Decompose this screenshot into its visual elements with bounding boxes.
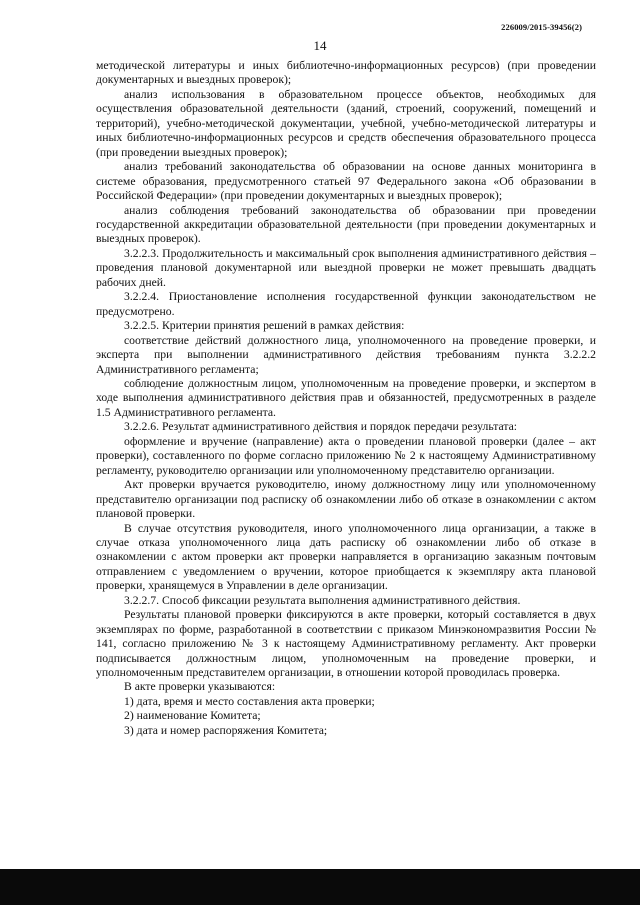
paragraph-act-contents-intro: В акте проверки указываются: (124, 680, 276, 694)
scan-edge-bar (0, 869, 640, 905)
paragraph-resources-continuation: методической литературы и иных библиотечно-информационных ресурсов) (при проведении документарных и выездных проверок); (96, 59, 596, 87)
list-item-3: 3) дата и номер распоряжения Комитета; (124, 723, 328, 737)
paragraph-results-fixation: Результаты плановой проверки фиксируются в акте проверки, который составляется в двух экземплярах по форме, разработанной в соответствии с приказом Минэкономразвития России № 141, согласно приложению № 3 к настоящему Административному регламенту. Акт проверки подписывается должностным лицом, уполномоченным на проведение проверки, и уполномоченным представителем организации, в отношении которой проводилась проверка. (96, 608, 596, 680)
paragraph-3-2-2-4: 3.2.2.4. Приостановление исполнения государственной функции законодательством не предусмотрено. (96, 290, 596, 318)
paragraph-3-2-2-5: 3.2.2.5. Критерии принятия решений в рамках действия: (124, 319, 405, 333)
paragraph-3-2-2-7: 3.2.2.7. Способ фиксации результата выполнения административного действия. (124, 593, 521, 607)
paragraph-analysis-usage: анализ использования в образовательном процессе объектов, необходимых для осуществления образовательной деятельности (зданий, строений, сооружений, помещений и территорий), учебно-методической документации, учебной, учебно-методической литературы и иных библиотечно-информационных ресурсов и средств обеспечения образовательного процесса (при проведении выездных проверок); (96, 87, 596, 159)
page-number: 14 (313, 38, 327, 53)
paragraph-3-2-2-6: 3.2.2.6. Результат административного действия и порядок передачи результата: (124, 420, 518, 434)
list-item-1: 1) дата, время и место составления акта проверки; (124, 694, 375, 708)
paragraph-3-2-2-3: 3.2.2.3. Продолжительность и максимальный срок выполнения административного действия – проведения плановой документарной или выездной проверки не может превышать двадцать рабочих дней. (96, 246, 596, 289)
list-item-2: 2) наименование Комитета; (124, 709, 261, 723)
paragraph-analysis-requirements: анализ требований законодательства об образовании на основе данных мониторинга в системе образования, предусмотренного статьей 97 Федерального закона «Об образовании в Российской Федерации» (при проведении документарных и выездных проверок); (96, 160, 596, 203)
paragraph-act-issuance: оформление и вручение (направление) акта о проведении плановой проверки (далее – акт проверки), составленного по форме согласно приложению № 2 к настоящему Административному регламенту, руководителю организации или уполномоченному представителю организации. (96, 434, 596, 477)
paragraph-criteria-conformity: соответствие действий должностного лица, уполномоченного на проведение проверки, и эксперта при выполнении административного действия требованиям пункта 3.2.2.2 Административного регламента; (96, 333, 596, 376)
document-number: 226009/2015-39456(2) (501, 22, 582, 32)
paragraph-absence-case: В случае отсутствия руководителя, иного уполномоченного лица организации, а также в случае отказа уполномоченного лица дать расписку об ознакомлении либо об отказе в ознакомлении с актом проверки акт проверки направляется в организацию заказным почтовым отправлением с уведомлением о вручении, которое приобщается к экземпляру акта плановой проверки, хранящемуся в Управлении в деле организации. (96, 521, 596, 593)
paragraph-criteria-compliance: соблюдение должностным лицом, уполномоченным на проведение проверки, и экспертом в ходе выполнения административного действия прав и обязанностей, предусмотренных в разделе 1.5 Административного регламента. (96, 376, 596, 419)
paragraph-analysis-compliance: анализ соблюдения требований законодательства об образовании при проведении государственной аккредитации образовательной деятельности (при проведении документарных и выездных проверок). (96, 203, 596, 246)
document-body (96, 59, 596, 738)
paragraph-act-delivery: Акт проверки вручается руководителю, иному должностному лицу или уполномоченному представителю организации под расписку об ознакомлении либо об отказе в ознакомлении с актом плановой проверки. (96, 478, 596, 521)
